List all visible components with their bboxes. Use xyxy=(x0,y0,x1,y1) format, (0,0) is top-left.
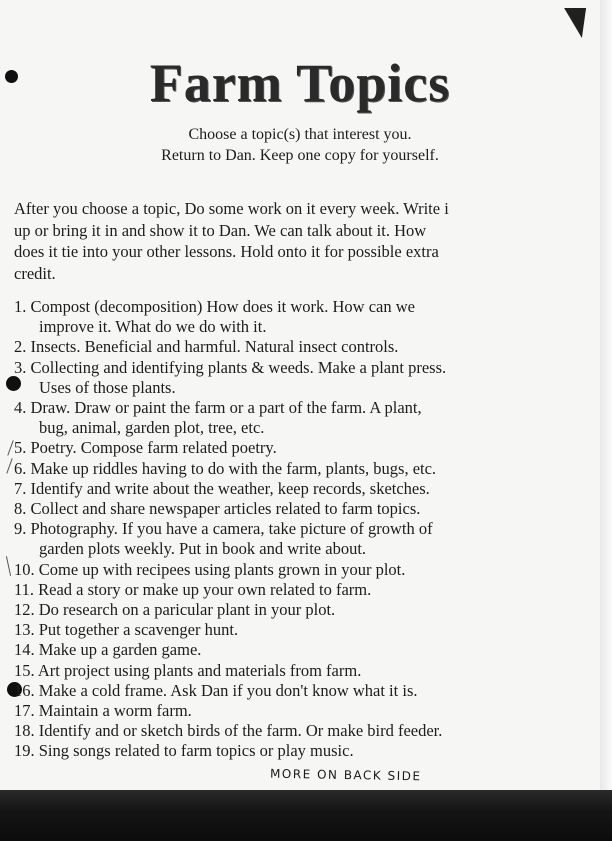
handwritten-footer-note: MORE ON BACK SIDE xyxy=(269,766,422,784)
paper-right-edge xyxy=(600,0,612,790)
topic-line: 2. Insects. Beneficial and harmful. Natural insect controls. xyxy=(14,337,399,357)
topic-line: 5. Poetry. Compose farm related poetry. xyxy=(14,438,277,458)
topic-line: 19. Sing songs related to farm topics or play music. xyxy=(14,741,354,761)
topic-line: 9. Photography. If you have a camera, take picture of growth of xyxy=(14,519,433,539)
topic-line: bug, animal, garden plot, tree, etc. xyxy=(39,418,265,438)
topic-line: 16. Make a cold frame. Ask Dan if you don't know what it is. xyxy=(14,680,418,700)
topic-line: 8. Collect and share newspaper articles related to farm topics. xyxy=(14,499,421,519)
topic-line: 10. Come up with recipees using plants grown in your plot. xyxy=(14,559,406,579)
topic-line: 14. Make up a garden game. xyxy=(14,640,202,660)
topic-line: 15. Art project using plants and materials from farm. xyxy=(14,660,362,680)
intro-line: does it tie into your other lessons. Hold onto it for possible extra xyxy=(14,242,439,261)
subtitle-line-2: Return to Dan. Keep one copy for yourself. xyxy=(161,147,439,164)
intro-line: credit. xyxy=(14,263,56,283)
subtitle-line-1: Choose a topic(s) that interest you. xyxy=(188,126,412,143)
topic-line: 3. Collecting and identifying plants & weeds. Make a plant press. xyxy=(14,357,447,377)
corner-triangle-mark xyxy=(560,8,586,38)
intro-line: After you choose a topic, Do some work on it every week. Write i xyxy=(14,199,449,218)
topic-line: 17. Maintain a worm farm. xyxy=(14,701,192,721)
topic-line: 18. Identify and or sketch birds of the farm. Or make bird feeder. xyxy=(14,721,443,741)
pencil-tick-mark xyxy=(7,440,14,455)
topic-line: 11. Read a story or make up your own related to farm. xyxy=(14,579,372,599)
topic-line: 13. Put together a scavenger hunt. xyxy=(14,620,239,640)
topic-line: 12. Do research on a paricular plant in your plot. xyxy=(14,600,336,620)
topic-line: 4. Draw. Draw or paint the farm or a part of the farm. A plant, xyxy=(14,398,422,418)
page-title: Farm Topics xyxy=(149,53,451,113)
topic-line: garden plots weekly. Put in book and write about. xyxy=(39,539,367,559)
intro-line: up or bring it in and show it to Dan. We can talk about it. How xyxy=(14,220,427,240)
topic-line: 1. Compost (decomposition) How does it work. How can we xyxy=(14,297,415,316)
topic-list xyxy=(14,297,599,762)
topic-line: 6. Make up riddles having to do with the farm, plants, bugs, etc. xyxy=(14,458,437,478)
intro-paragraph xyxy=(14,198,592,284)
topic-line: Uses of those plants. xyxy=(39,377,176,397)
scanner-dark-band xyxy=(0,790,612,841)
topic-line: improve it. What do we do with it. xyxy=(39,317,267,337)
pencil-tick-mark xyxy=(6,556,11,576)
pencil-tick-mark xyxy=(6,458,13,473)
topic-line: 7. Identify and write about the weather, keep records, sketches. xyxy=(14,478,430,498)
